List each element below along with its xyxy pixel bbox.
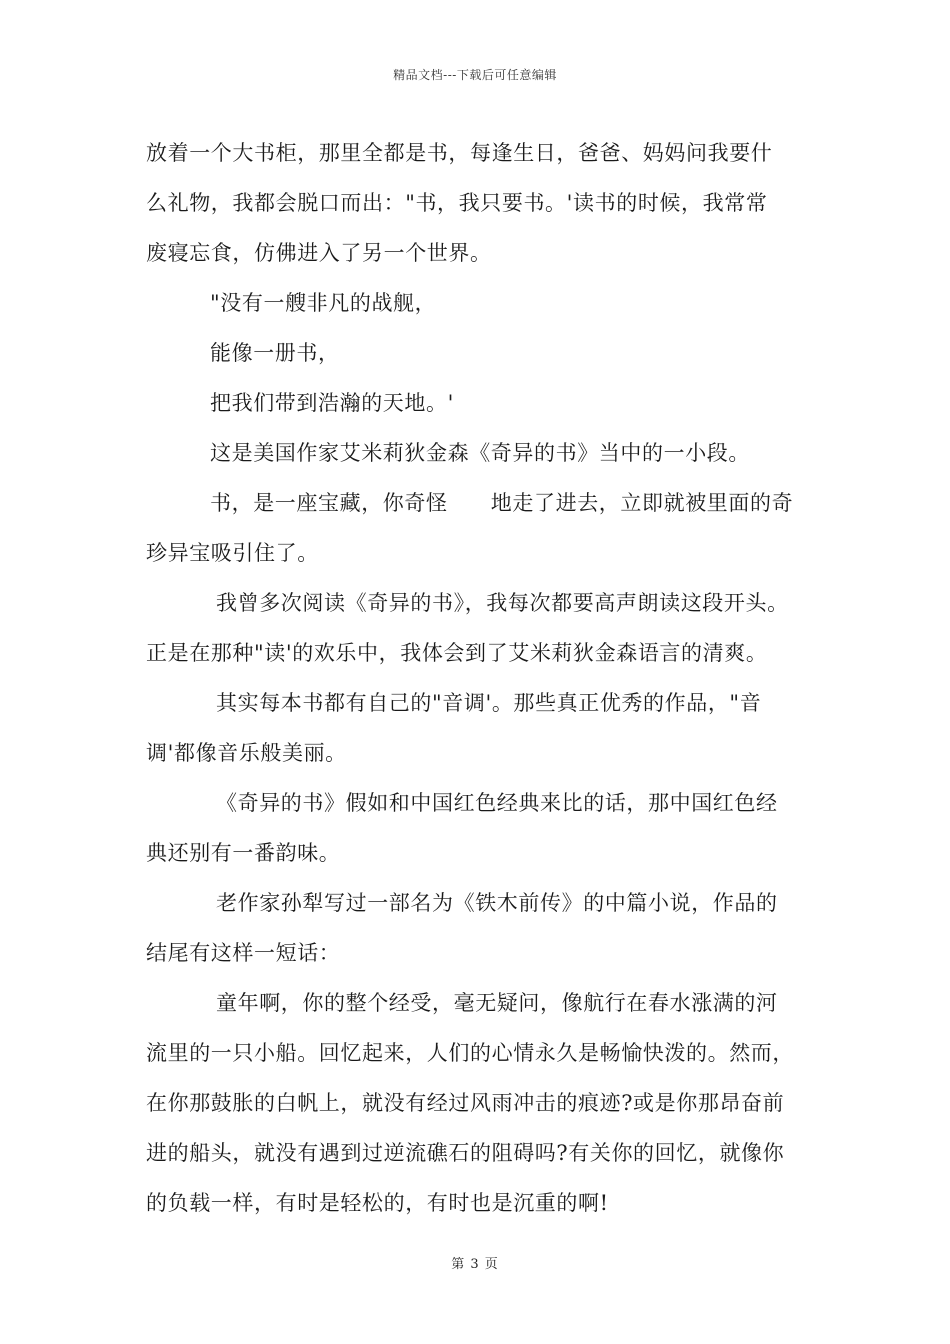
text-line: 其实每本书都有自己的"音调'。那些真正优秀的作品，"音 (216, 691, 762, 715)
text-line: 这是美国作家艾米莉狄金森《奇异的书》当中的一小段。 (210, 441, 750, 465)
text-line: 么礼物，我都会脱口而出："书，我只要书。'读书的时候，我常常 (146, 191, 768, 215)
text-line: 在你那鼓胀的白帆上，就没有经过风雨冲击的痕迹?或是你那昂奋前 (146, 1091, 785, 1115)
page-number: 第 3 页 (451, 1257, 499, 1272)
page-header: 精品文档---下载后可任意编辑 (393, 68, 557, 82)
text-line: 调'都像音乐般美丽。 (146, 741, 347, 765)
text-line: 正是在那种"读'的欢乐中，我体会到了艾米莉狄金森语言的清爽。 (146, 641, 768, 665)
text-line: 典还别有一番韵味。 (146, 841, 341, 865)
text-line: 进的船头，就没有遇到过逆流礁石的阻碍吗?有关你的回忆，就像你 (146, 1141, 785, 1165)
poem-line: 能像一册书， (210, 341, 340, 365)
text-line: 结尾有这样一短话： (146, 941, 341, 965)
text-line: 我曾多次阅读《奇异的书》，我每次都要高声朗读这段开头。 (216, 591, 789, 615)
text-line: 流里的一只小船。回忆起来，人们的心情永久是畅愉快泼的。然而， (146, 1041, 794, 1065)
text-line: 童年啊，你的整个经受，毫无疑问，像航行在春水涨满的河 (216, 991, 778, 1015)
text-line: 的负载一样，有时是轻松的，有时也是沉重的啊! (146, 1191, 609, 1215)
document-body (146, 128, 810, 1228)
text-line: 老作家孙犁写过一部名为《铁木前传》的中篇小说，作品的 (216, 891, 778, 915)
text-line: 书，是一座宝藏，你奇怪 地走了进去，立即就被里面的奇 (210, 491, 794, 515)
text-line: 废寝忘食，仿佛进入了另一个世界。 (146, 241, 492, 265)
poem-line: "没有一艘非凡的战舰， (210, 291, 437, 315)
text-line: 珍异宝吸引住了。 (146, 541, 319, 565)
poem-line: 把我们带到浩瀚的天地。' (210, 391, 454, 415)
text-line: 放着一个大书柜，那里全都是书，每逢生日，爸爸、妈妈问我要什 (146, 141, 773, 165)
text-line: 《奇异的书》假如和中国红色经典来比的话，那中国红色经 (216, 791, 778, 815)
